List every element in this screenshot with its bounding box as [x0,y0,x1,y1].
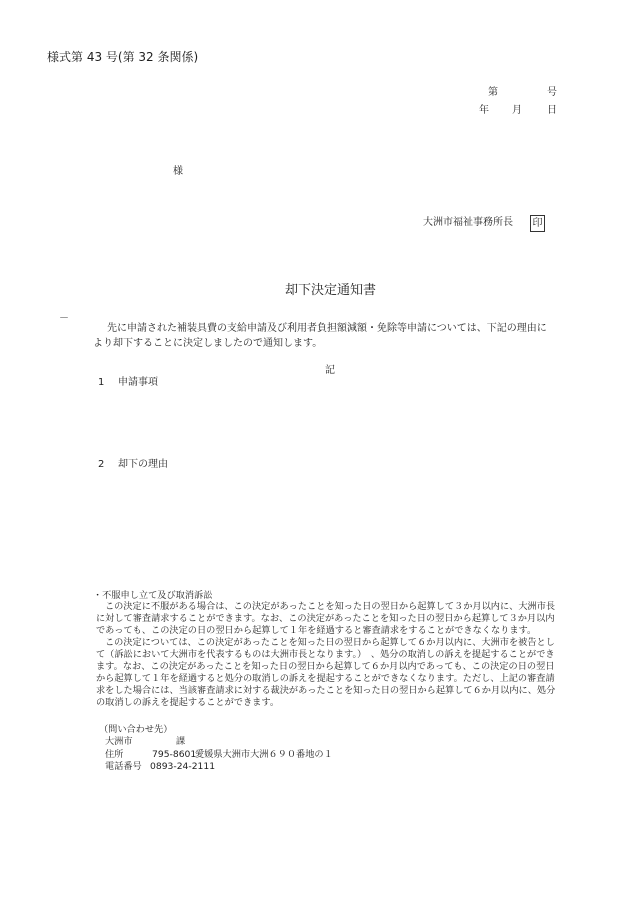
contact-phone-label: 電話番号 [105,761,142,772]
contact-address-label: 住所 [105,749,124,760]
item-label-rejection-reason: 却下の理由 [118,459,168,470]
appeal-line: の取消しの訴えを提起することができます。 [96,697,280,708]
dash-mark: － [59,313,69,324]
addressee-sama: 様 [173,166,183,177]
appeal-line: 求をした場合には、当該審査請求に対する裁決があったことを知った日の翌日から起算して６か月以内に、処分 [96,685,556,696]
contact-postal-code: 795-8601 [152,749,197,760]
date-day: 日 [547,105,557,116]
body-line-2: より却下することに決定しましたので通知します。 [93,338,323,349]
issuer-name: 大洲市福祉事務所長 [423,217,513,228]
appeal-line: て（訴訟において大洲市を代表するものは大洲市長となります。） 、処分の取消しの訴えを提起することができ [96,649,555,660]
appeal-line: から起算して１年を経過すると処分の取消しの訴えを提起することができなくなります。ただし、上記の審査請 [96,673,555,684]
appeal-heading: ・不服申し立て及び取消訴訟 [93,590,213,601]
seal-box: 印 [530,215,545,232]
document-title: 却下決定通知書 [285,283,377,298]
appeal-line: に対して審査請求することができます。なお、この決定があったことを知った日の翌日から起算して３か月以内 [96,613,555,624]
contact-city: 大洲市 [105,736,133,747]
date-year: 年 [479,105,489,116]
contact-phone: 0893-24-2111 [150,761,216,772]
contact-heading: （問い合わせ先） [99,724,173,735]
date-month: 月 [512,105,522,116]
contact-address: 愛媛県大洲市大洲６９０番地の１ [195,749,333,760]
appeal-line: ます。なお、この決定があったことを知った日の翌日から起算して６か月以内であっても、この決定の日の翌日 [96,661,555,672]
item-number-1: 1 [98,377,105,388]
ki-label: 記 [325,365,335,376]
appeal-line: この決定については、この決定があったことを知った日の翌日から起算して６か月以内に、大洲市を被告とし [105,637,555,648]
appeal-line: であっても、この決定の日の翌日から起算して１年を経過すると審査請求をすることができなくなります。 [96,625,537,636]
item-number-2: 2 [98,459,105,470]
contact-ka: 課 [176,736,186,747]
item-label-application: 申請事項 [118,377,158,388]
doc-number-go: 号 [547,87,557,98]
appeal-line: この決定に不服がある場合は、この決定があったことを知った日の翌日から起算して３か月以内に、大洲市長 [105,601,556,612]
doc-number-dai: 第 [488,87,498,98]
body-line-1: 先に申請された補装具費の支給申請及び利用者負担額減額・免除等申請については、下記の理由に [107,323,547,334]
form-number: 様式第 43 号(第 32 条関係) [47,50,199,64]
